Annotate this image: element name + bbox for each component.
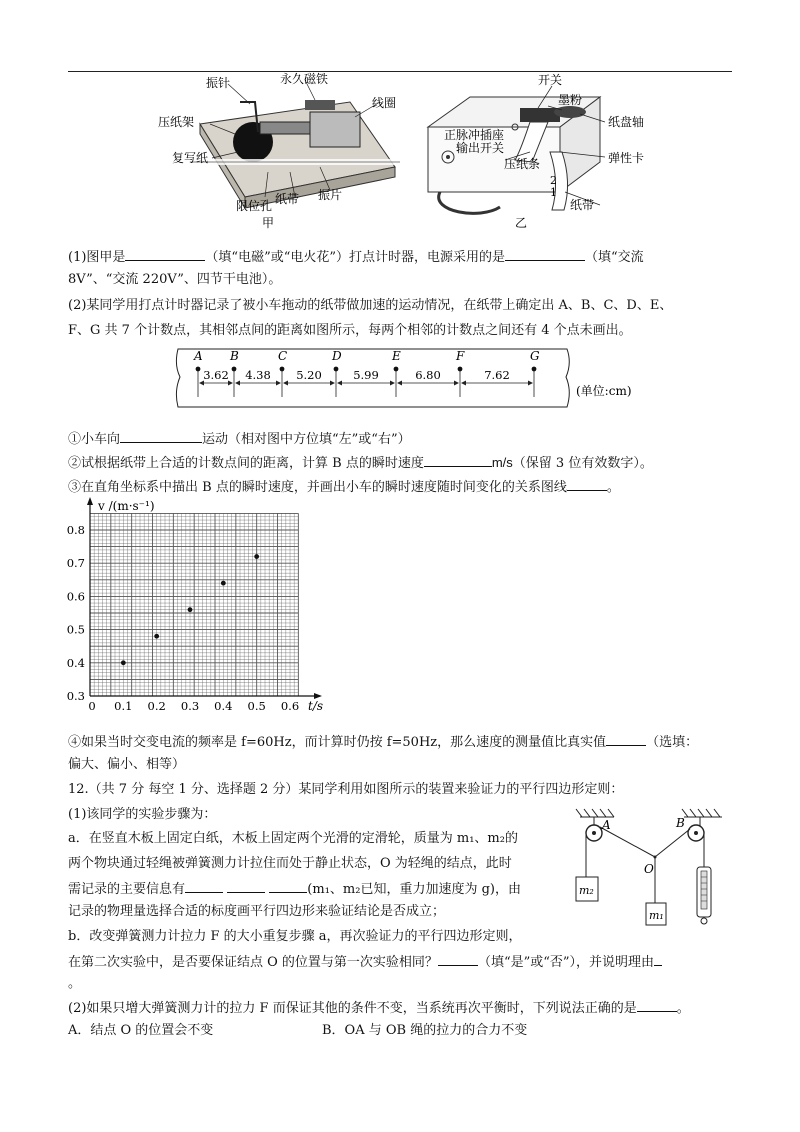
x-axis-label: t/s bbox=[308, 699, 324, 713]
sub1-post: 运动（相对图中方位填“左”或“右”） bbox=[202, 432, 411, 447]
tape-point bbox=[196, 367, 201, 372]
velocity-time-chart bbox=[60, 493, 330, 723]
label-yongjiu: 永久磁铁 bbox=[280, 72, 329, 86]
sub1 bbox=[68, 429, 411, 448]
sub2-unit: m/s bbox=[491, 455, 513, 470]
data-point bbox=[154, 634, 159, 639]
y-tick-label: 0.5 bbox=[66, 622, 85, 637]
data-point bbox=[188, 607, 193, 612]
label-yazhitiao: 压纸条 bbox=[504, 157, 541, 171]
q12-a3 bbox=[68, 879, 521, 898]
tape-point bbox=[334, 367, 339, 372]
q12-steps-title: (1)该同学的实验步骤为： bbox=[68, 807, 217, 822]
sub3-text: ③在直角坐标系中描出 B 点的瞬时速度，并画出小车的瞬时速度随时间变化的关系图线 bbox=[68, 480, 567, 495]
q12-a3-pre: 需记录的主要信息有 bbox=[68, 882, 186, 897]
tape-distance-label: 6.80 bbox=[415, 368, 441, 382]
force-label-m1: m₁ bbox=[649, 909, 664, 922]
tape-point bbox=[532, 367, 537, 372]
q1-mid: （填“电磁”或“电火花”）打点计时器，电源采用的是 bbox=[205, 250, 506, 265]
q12-q2-text: (2)如果只增大弹簧测力计的拉力 F 而保证其他的条件不变，当系统再次平衡时，下列说法正确的是 bbox=[68, 1001, 637, 1016]
tape-point-label: C bbox=[278, 349, 288, 363]
label-xianweikong: 限位孔 bbox=[236, 199, 273, 213]
sub4-line1 bbox=[68, 732, 698, 751]
label-yazhijia: 压纸架 bbox=[158, 115, 195, 129]
tape-point-label: G bbox=[530, 349, 540, 363]
figure-jia bbox=[150, 72, 430, 230]
data-point bbox=[254, 554, 259, 559]
data-point bbox=[221, 581, 226, 586]
tape-distance-label: 5.99 bbox=[353, 368, 379, 382]
label-kaiguan: 开关 bbox=[538, 73, 563, 87]
label-zhengmaichong: 正脉冲插座 bbox=[444, 128, 505, 142]
x-tick-label: 0.6 bbox=[280, 699, 300, 713]
x-tick-label: 0.5 bbox=[247, 699, 266, 713]
label-n2: 2 bbox=[550, 174, 557, 187]
sub2-blank bbox=[424, 453, 492, 467]
y-tick-label: 0.8 bbox=[66, 523, 85, 537]
q12-q2 bbox=[68, 998, 690, 1017]
label-zhenzhen: 振针 bbox=[206, 76, 231, 90]
paper-tape-figure bbox=[172, 345, 632, 411]
q1-blank1 bbox=[125, 247, 205, 261]
q12-b1: b．改变弹簧测力计拉力 F 的大小重复步骤 a，再次验证力的平行四边形定则， bbox=[68, 929, 522, 944]
option-a: A．结点 O 的位置会不变 bbox=[68, 1023, 214, 1038]
sub2-post: （保留 3 位有效数字）。 bbox=[512, 456, 653, 471]
y-axis-arrow bbox=[87, 497, 93, 505]
caption-yi: 乙 bbox=[515, 216, 528, 230]
y-tick-label: 0.4 bbox=[66, 655, 85, 670]
tape-point bbox=[232, 367, 237, 372]
x-tick-label: 0 bbox=[88, 699, 96, 713]
tape-point-label: A bbox=[194, 349, 203, 363]
x-tick-label: 0.1 bbox=[114, 699, 133, 713]
x-tick-label: 0.2 bbox=[147, 699, 166, 713]
sub1-pre: ①小车向 bbox=[68, 432, 121, 447]
force-label-O: O bbox=[644, 862, 654, 876]
label-mofen: 墨粉 bbox=[558, 93, 583, 107]
q2-line2: F、G 共 7 个计数点，其相邻点间的距离如图所示，每两个相邻的计数点之间还有 4 个点未画出。 bbox=[68, 323, 632, 338]
q12-blank1 bbox=[185, 879, 223, 893]
sub2 bbox=[68, 453, 653, 472]
x-tick-label: 0.3 bbox=[180, 699, 200, 713]
q1-line1 bbox=[68, 247, 644, 266]
tape-distance-label: 5.20 bbox=[296, 368, 322, 382]
q12-a4: 记录的物理量选择合适的标度画平行四边形来验证结论是否成立； bbox=[68, 904, 446, 919]
force-label-A: A bbox=[602, 818, 611, 832]
sub3-end: 。 bbox=[606, 480, 620, 495]
q12-a2: 两个物块通过轻绳被弹簧测力计拉住而处于静止状态，O 为轻绳的结点，此时 bbox=[68, 856, 512, 871]
tape-point-label: E bbox=[392, 349, 401, 363]
tape-point-label: D bbox=[332, 349, 342, 363]
tape-point-label: B bbox=[230, 349, 239, 363]
q12-line1: 12.（共 7 分 每空 1 分、选择题 2 分）某同学利用如图所示的装置来验证力的平行四边形定则： bbox=[68, 782, 624, 797]
q12-a1: a．在竖直木板上固定白纸，木板上固定两个光滑的定滑轮，质量为 m₁、m₂的 bbox=[68, 831, 518, 846]
q12-b2-post: （填“是”或“否”），并说明理由 bbox=[477, 955, 655, 970]
sub4-text: ④如果当时交变电流的频率是 f=60Hz，而计算时仍按 f=50Hz，那么速度的测量值比真实值 bbox=[68, 735, 607, 750]
label-zhidai: 纸带 bbox=[275, 192, 300, 206]
q1-blank2 bbox=[505, 247, 585, 261]
y-tick-label: 0.3 bbox=[66, 689, 85, 703]
q1-post: （填“交流 bbox=[585, 250, 644, 265]
sub1-blank bbox=[120, 429, 202, 443]
q12-blank3 bbox=[269, 879, 307, 893]
caption-jia: 甲 bbox=[262, 216, 275, 230]
force-label-m2: m₂ bbox=[579, 884, 594, 897]
sub4-post: （选填： bbox=[646, 735, 699, 750]
q1-pre: (1)图甲是 bbox=[68, 250, 126, 265]
q1-line2: 8V”、“交流 220V”、四节干电池）。 bbox=[68, 272, 282, 287]
option-b: B．OA 与 OB 绳的拉力的合力不变 bbox=[322, 1023, 528, 1038]
data-point bbox=[121, 660, 126, 665]
tape-point bbox=[394, 367, 399, 372]
q12-blank2 bbox=[227, 879, 265, 893]
label-zhipanzhou: 纸盘轴 bbox=[608, 115, 645, 129]
q12-b3: 。 bbox=[68, 976, 82, 991]
tape-unit-label: (单位:cm) bbox=[576, 384, 632, 398]
tape-distance-label: 3.62 bbox=[203, 368, 229, 382]
q12-b2 bbox=[68, 952, 662, 971]
q12-blank6 bbox=[637, 998, 677, 1012]
sub2-pre: ②试根据纸带上合适的计数点间的距离，计算 B 点的瞬时速度 bbox=[68, 456, 424, 471]
sub3-blank bbox=[567, 477, 607, 491]
label-n1: 1 bbox=[550, 186, 557, 199]
q12-q2-end: 。 bbox=[676, 1001, 690, 1016]
sub4-line2: 偏大、偏小、相等） bbox=[68, 757, 186, 772]
q12-a3-post: (m₁、m₂已知，重力加速度为 g)，由 bbox=[307, 882, 521, 897]
q12-blank4 bbox=[438, 952, 478, 966]
y-axis-label: v /(m·s⁻¹) bbox=[98, 499, 155, 513]
y-tick-label: 0.7 bbox=[66, 556, 85, 571]
label-fuxiezhi: 复写纸 bbox=[172, 151, 209, 165]
q12-b2-pre: 在第二次实验中，是否要保证结点 O 的位置与第一次实验相同？ bbox=[68, 955, 438, 970]
tape-point bbox=[458, 367, 463, 372]
label-zhidai-yi: 纸带 bbox=[570, 198, 595, 212]
tape-distance-label: 4.38 bbox=[245, 368, 271, 382]
tape-point-label: F bbox=[456, 349, 465, 363]
force-apparatus-figure bbox=[572, 805, 732, 935]
tape-point bbox=[280, 367, 285, 372]
q2-line1: (2)某同学用打点计时器记录了被小车拖动的纸带做加速的运动情况，在纸带上确定出 A、B、C、D、E、 bbox=[68, 298, 673, 313]
x-tick-label: 0.4 bbox=[214, 699, 233, 713]
y-tick-label: 0.6 bbox=[66, 589, 85, 604]
figure-yi bbox=[420, 72, 670, 230]
label-zhenpian: 振片 bbox=[318, 188, 343, 202]
tape-distance-label: 7.62 bbox=[484, 368, 510, 382]
label-shuchu: 输出开关 bbox=[456, 141, 505, 155]
sub4-blank bbox=[606, 732, 646, 746]
q12-blank5 bbox=[654, 952, 662, 966]
label-xianquan: 线圈 bbox=[372, 96, 397, 110]
label-tanxingka: 弹性卡 bbox=[608, 151, 645, 165]
force-label-B: B bbox=[676, 816, 685, 830]
